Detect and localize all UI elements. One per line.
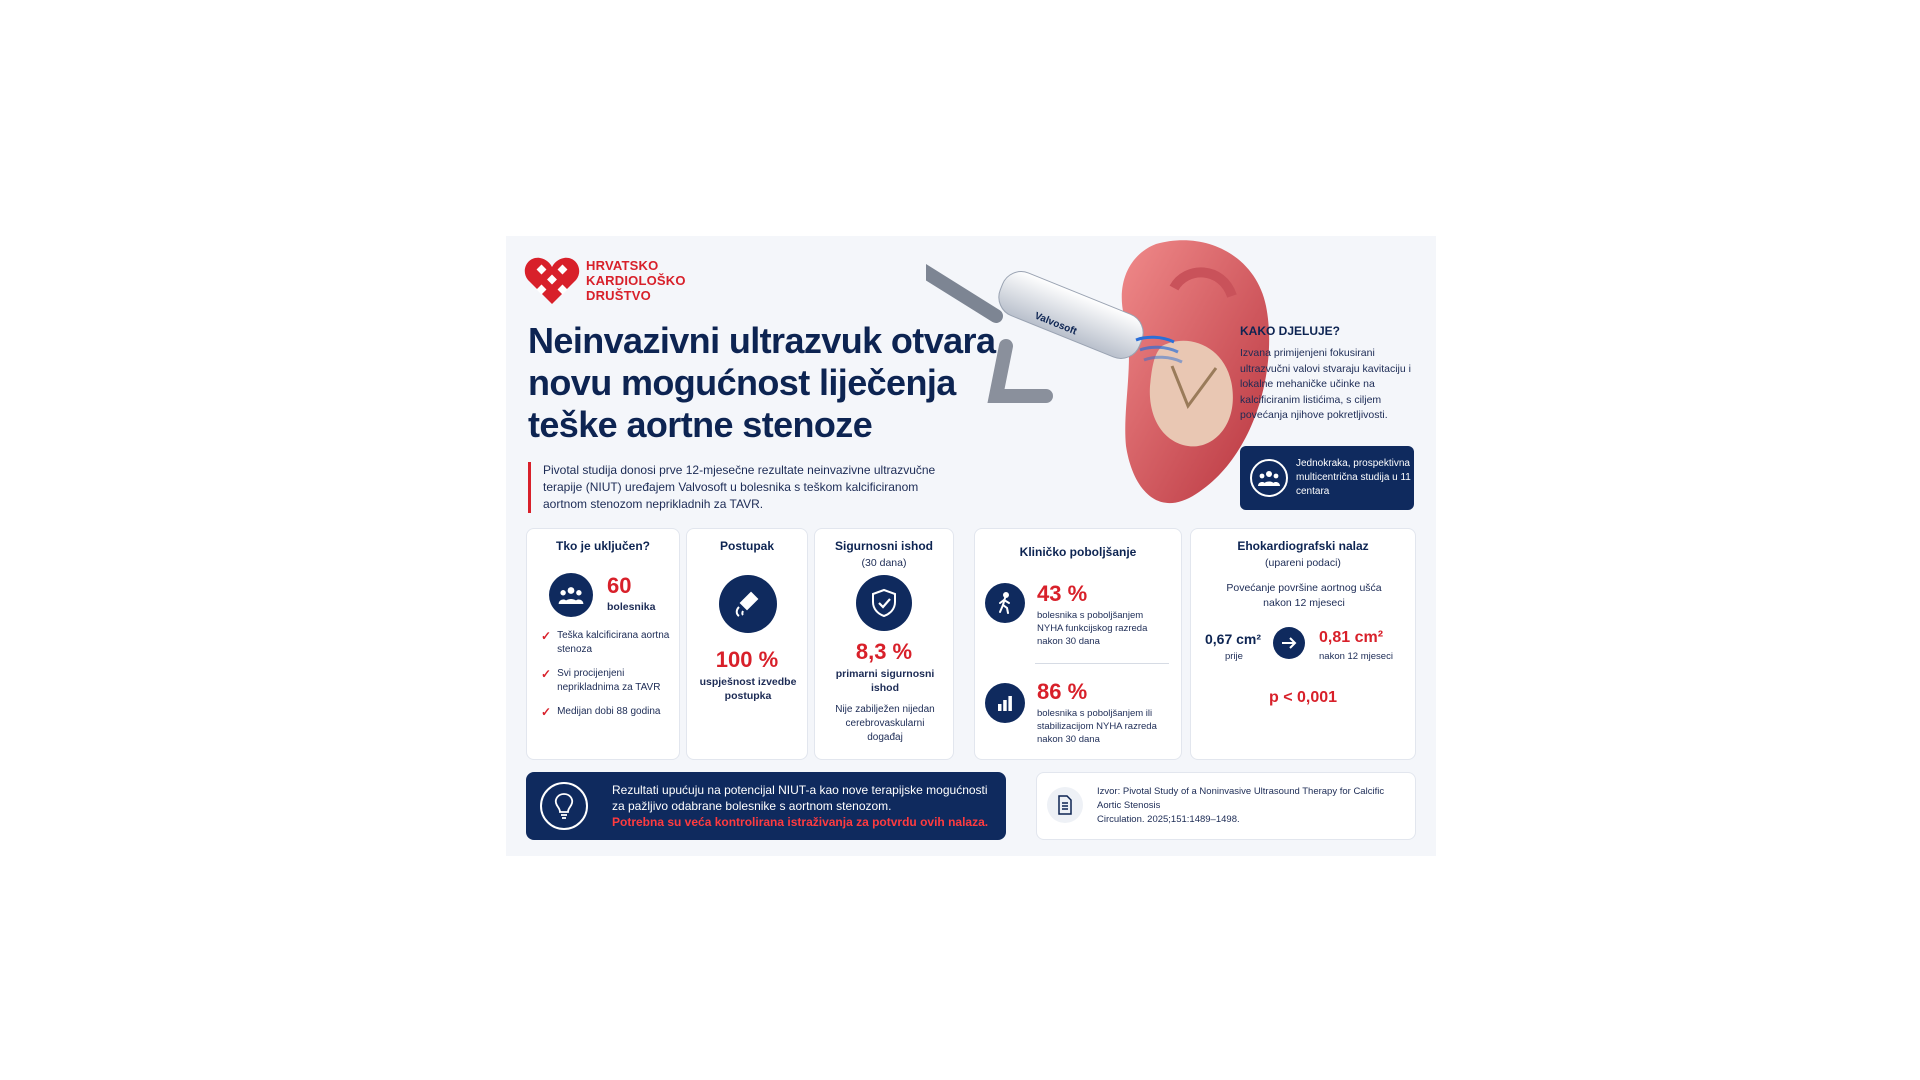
card-who — [526, 528, 680, 760]
card-safety — [814, 528, 954, 760]
device-label: Valvosoft — [1032, 310, 1079, 338]
card-title: Sigurnosni ishod — [835, 539, 933, 553]
check-icon: ✓ — [541, 705, 552, 719]
conclusion-text — [612, 782, 992, 830]
heart-logo-icon — [524, 254, 580, 306]
lightbulb-icon — [540, 782, 588, 830]
card-title: Tko je uključen? — [555, 539, 651, 553]
arrow-right-icon — [1273, 627, 1305, 659]
source-citation: Izvor: Pivotal Study of a Noninvasive Ultrasound Therapy for Calcific Aortic Stenosis — [1097, 786, 1385, 811]
study-design-box — [1240, 446, 1414, 510]
group-icon — [549, 573, 593, 617]
card-subtitle: (30 dana) — [861, 557, 907, 569]
source-box — [1036, 772, 1416, 840]
card-procedure — [686, 528, 808, 760]
list-item-text: Svi procijenjeni neprikladnima za TAVR — [557, 668, 661, 693]
shield-icon — [856, 575, 912, 631]
card-title: Postupak — [719, 539, 774, 553]
card-clinical — [974, 528, 1182, 760]
list-item — [541, 667, 671, 695]
logo-line: HRVATSKO — [586, 257, 659, 273]
safety-note: Nije zabilježen nijedan cerebrovaskularni događaj — [835, 704, 935, 743]
bar-chart-icon — [985, 683, 1025, 723]
group-icon — [1250, 459, 1288, 497]
source-journal: Circulation. 2025;151:1489–1498. — [1097, 814, 1240, 825]
area-before-label: prije — [1225, 651, 1243, 662]
card-subtitle: (upareni podaci) — [1265, 557, 1341, 569]
echo-description: Povećanje površine aortnog ušća nakon 12 mjeseci — [1226, 582, 1382, 609]
nyha-stabilization-label: bolesnika s poboljšanjem ili stabilizacijom NYHA razreda nakon 30 dana — [1037, 708, 1157, 745]
card-echo — [1190, 528, 1416, 760]
logo-line: DRUŠTVO — [586, 287, 651, 303]
divider — [1035, 663, 1169, 664]
conclusion-box — [526, 772, 1006, 840]
logo-text — [586, 258, 686, 303]
check-icon: ✓ — [541, 629, 552, 643]
procedure-value: 100 % — [715, 647, 779, 672]
safety-value: 8,3 % — [855, 639, 913, 664]
headline: Neinvazivni ultrazvuk otvara novu mogućnost liječenja teške aortne stenoze — [528, 320, 996, 445]
check-icon: ✓ — [541, 667, 552, 681]
card-title: Ehokardiografski nalaz — [1237, 539, 1369, 553]
society-logo — [524, 254, 686, 306]
card-title: Kliničko poboljšanje — [1019, 545, 1137, 559]
inclusion-list — [541, 629, 671, 729]
safety-label: primarni sigurnosni ishod — [835, 668, 935, 694]
conclusion-emphasis: Potrebna su veća kontrolirana istraživanja za potvrdu ovih nalaza. — [612, 815, 989, 829]
how-text: Izvana primijenjeni fokusirani ultrazvučni valovi stvaraju kavitaciju i lokalne mehaničke učinke na kalcificiranim listićima, s ciljem povećanja njihove pokretljivosti. — [1240, 347, 1411, 421]
area-after-value: 0,81 cm² — [1319, 629, 1384, 646]
lead-paragraph: Pivotal studija donosi prve 12-mjesečne rezultate neinvazivne ultrazvučne terapije (NIUT) uređajem Valvosoft u bolesnika s teškom kalcificiranom aortnom stenozom neprikladnih za TAVR. — [528, 462, 943, 513]
patient-unit: bolesnika — [607, 601, 656, 613]
source-text — [1097, 785, 1397, 827]
logo-line: KARDIOLOŠKO — [586, 272, 686, 288]
nyha-improvement-label: bolesnika s poboljšanjem NYHA funkcijskog razreda nakon 30 dana — [1037, 610, 1148, 647]
heart-device-illustration — [926, 236, 1286, 526]
area-after-label: nakon 12 mjeseci — [1319, 651, 1393, 662]
ultrasound-probe-icon — [719, 575, 777, 633]
nyha-improvement-value: 43 % — [1037, 581, 1088, 606]
area-before-value: 0,67 cm² — [1205, 631, 1262, 647]
list-item-text: Medijan dobi 88 godina — [557, 706, 661, 717]
p-value: p < 0,001 — [1268, 689, 1338, 706]
how-title: KAKO DJELUJE? — [1240, 324, 1341, 338]
how-it-works — [1240, 324, 1420, 424]
list-item — [541, 705, 671, 719]
infographic — [506, 236, 1436, 856]
list-item — [541, 629, 671, 657]
walking-person-icon — [985, 583, 1025, 623]
conclusion-line: Rezultati upućuju na potencijal NIUT-a kao nove terapijske mogućnosti za pažljivo odabrane bolesnike s aortnom stenozom. — [612, 783, 988, 813]
list-item-text: Teška kalcificirana aortna stenoza — [557, 630, 670, 655]
document-icon — [1047, 787, 1083, 823]
patient-count: 60 — [607, 573, 632, 598]
procedure-label: uspješnost izvedbe postupka — [699, 676, 797, 702]
nyha-stabilization-value: 86 % — [1037, 679, 1088, 704]
study-design-text: Jednokraka, prospektivna multicentrična studija u 11 centara — [1296, 458, 1411, 497]
